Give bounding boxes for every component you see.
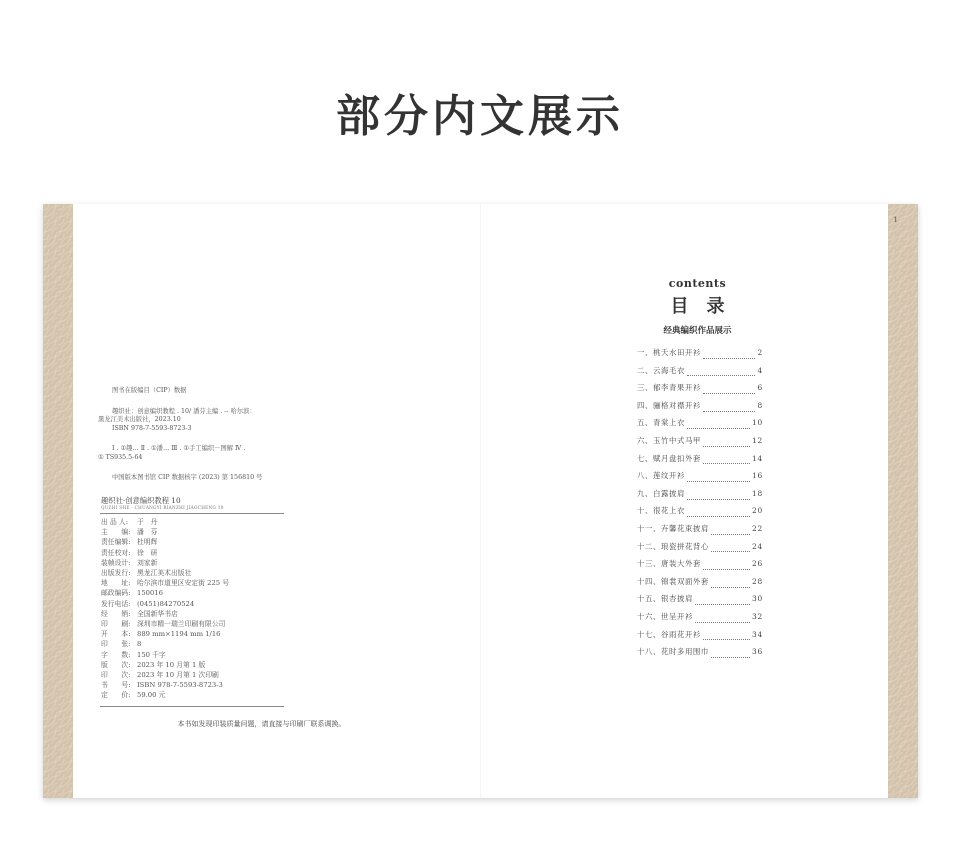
toc-item-page: 6 [757, 383, 763, 393]
toc-item-page: 4 [757, 365, 763, 375]
spec-label: 邮政编码: [101, 589, 131, 598]
toc-item-title: 十二、琅瓷拼花背心 [637, 541, 709, 551]
toc-item-page: 8 [757, 400, 763, 410]
quality-notice: 本书如发现印装质量问题，请直接与印刷厂联系调换。 [177, 720, 346, 728]
toc-item-page: 26 [751, 559, 763, 569]
spec-row [101, 650, 229, 660]
spec-value: 2023 年 10 月第 1 版 [137, 660, 206, 669]
spec-value: 889 mm×1194 mm 1/16 [137, 630, 221, 639]
toc-item-title: 十三、唐装大外套 [637, 559, 701, 569]
toc-leader-dots [703, 357, 756, 359]
spec-row [101, 568, 229, 578]
toc-item-title: 二、云海毛衣 [637, 365, 685, 375]
spec-value: (0451)84270524 [137, 599, 195, 608]
cip-block [98, 387, 298, 483]
spec-value: 潘 芬 [137, 528, 158, 537]
toc-item-title: 十一、卉馨花束披肩 [637, 523, 709, 533]
spec-label: 印 张: [101, 640, 131, 649]
toc-item-title: 十六、世呈开衫 [637, 611, 693, 621]
divider-bottom [100, 706, 284, 707]
toc-item [637, 611, 763, 629]
spec-row [101, 578, 229, 588]
toc-leader-dots [711, 656, 750, 658]
spec-value: 150016 [137, 589, 163, 598]
spec-label: 装帧设计: [101, 558, 131, 567]
cip-classification-line2: ① TS935.5-64 [98, 453, 143, 461]
spec-label: 印 刷: [101, 620, 131, 629]
toc-item-title: 一、桃夭水田开衫 [637, 348, 701, 357]
toc-item [637, 453, 763, 471]
toc-item-page: 20 [751, 506, 763, 516]
spec-label: 出版发行: [101, 569, 131, 578]
book-title: 趣织社·创意编织教程 10 [101, 496, 181, 505]
spec-value: 全国新华书店 [137, 609, 178, 618]
toc-section-heading: 经典编织作品展示 [663, 326, 732, 336]
book-title-pinyin: QUZHI SHE · CHUANGYI BIANZHI JIAOCHENG 10 [101, 505, 224, 510]
spec-value: 2023 年 10 月第 1 次印刷 [137, 671, 219, 680]
toc-item-page: 10 [751, 418, 763, 428]
toc-item-title: 三、郁李青果开衫 [637, 383, 701, 393]
spec-value: ISBN 978-7-5593-8723-3 [137, 681, 223, 690]
toc-item [637, 382, 763, 400]
spec-row [101, 588, 229, 598]
toc-leader-dots [703, 445, 750, 447]
spec-label: 版 次: [101, 660, 131, 669]
spec-value: 杜明辉 [137, 538, 158, 547]
toc-item-title: 十五、银杏披肩 [637, 594, 693, 604]
toc-item [637, 400, 763, 418]
spec-value: 59.00 元 [137, 691, 166, 700]
spec-label: 出 品 人: [101, 518, 129, 526]
spec-value: 8 [137, 640, 142, 649]
toc-item [637, 593, 763, 611]
toc-leader-dots [703, 392, 756, 394]
toc-leader-dots [695, 603, 750, 605]
table-of-contents [637, 347, 763, 664]
spec-value: 徐 研 [137, 548, 158, 557]
page-title: 部分内文展示 [336, 91, 624, 142]
spec-value: 黑龙江美术出版社 [137, 569, 192, 578]
toc-item-title: 八、莲纹开衫 [637, 471, 685, 481]
spec-label: 主 编: [101, 528, 131, 537]
spec-label: 责任编辑: [101, 538, 131, 547]
book-gutter [480, 204, 481, 798]
spec-row [101, 680, 229, 690]
cip-isbn: ISBN 978-7-5593-8723-3 [112, 424, 192, 432]
toc-leader-dots [687, 374, 756, 376]
cip-entry-line1: 趣织社：创意编织教程 . 10/ 潘芬主编 . -- 哈尔滨： [112, 407, 256, 415]
toc-item [637, 347, 763, 365]
toc-item [637, 629, 763, 647]
toc-leader-dots [695, 621, 750, 623]
toc-leader-dots [687, 427, 750, 429]
toc-leader-dots [703, 568, 750, 570]
spec-label: 地 址: [101, 579, 131, 588]
page-number: 1 [893, 216, 898, 224]
toc-item-page: 2 [757, 348, 763, 357]
toc-leader-dots [703, 462, 750, 464]
spec-row [101, 548, 229, 558]
toc-item-page: 22 [751, 523, 763, 533]
spec-value: 于 丹 [137, 518, 158, 526]
toc-item [637, 505, 763, 523]
toc-item-page: 16 [751, 471, 763, 481]
decorative-band-left [43, 204, 73, 798]
toc-item-page: 30 [751, 594, 763, 604]
toc-item-page: 12 [751, 435, 763, 445]
toc-item [637, 523, 763, 541]
spec-row [101, 660, 229, 670]
toc-item-page: 36 [751, 647, 763, 657]
cip-heading: 图书在版编目（CIP）数据 [112, 387, 187, 394]
spec-row [101, 599, 229, 609]
spec-row [101, 670, 229, 680]
book-spread [43, 204, 918, 798]
spec-value: 刘家新 [137, 558, 158, 567]
spec-row [101, 537, 229, 547]
toc-leader-dots [711, 550, 750, 552]
spec-row [101, 619, 229, 629]
spec-row [101, 639, 229, 649]
toc-item [637, 470, 763, 488]
toc-item-title: 十七、谷雨花开衫 [637, 629, 701, 639]
toc-item-title: 四、骊格对襟开衫 [637, 400, 701, 410]
toc-item-page: 24 [751, 541, 763, 551]
toc-item-title: 五、青棠上衣 [637, 418, 685, 428]
toc-item-title: 十四、锦裳双面外套 [637, 576, 709, 586]
cip-number: 中国版本图书馆 CIP 数据核字 (2023) 第 156810 号 [112, 474, 263, 481]
cip-entry-line2: 黑龙江美术出版社，2023.10 [98, 416, 181, 423]
cip-classification-line1: Ⅰ . ①趣… Ⅱ . ①潘… Ⅲ . ①手工编织－图解 Ⅳ . [112, 445, 246, 452]
toc-item-title: 六、玉竹中式马甲 [637, 435, 701, 445]
contents-heading-cn: 目录 [670, 296, 743, 317]
toc-item [637, 417, 763, 435]
toc-item [637, 576, 763, 594]
spec-row [101, 609, 229, 619]
toc-item [637, 541, 763, 559]
toc-item-page: 28 [751, 576, 763, 586]
spec-label: 书 号: [101, 681, 131, 690]
toc-item-title: 九、白露披肩 [637, 488, 685, 498]
toc-leader-dots [687, 498, 750, 500]
toc-item-title: 七、赋月盘扣外套 [637, 453, 701, 463]
toc-item-page: 18 [751, 488, 763, 498]
toc-leader-dots [711, 586, 750, 588]
toc-item-page: 14 [751, 453, 763, 463]
toc-item [637, 435, 763, 453]
spec-value: 深圳市精一瑞兰印刷有限公司 [137, 620, 226, 629]
spec-row [101, 517, 229, 527]
spec-row [101, 690, 229, 700]
spec-label: 定 价: [101, 691, 131, 700]
toc-leader-dots [703, 638, 750, 640]
toc-item [637, 558, 763, 576]
contents-heading-en: contents [668, 277, 727, 290]
toc-item [637, 365, 763, 383]
spec-label: 经 销: [101, 609, 131, 618]
decorative-band-right [888, 204, 918, 798]
toc-item [637, 646, 763, 664]
toc-leader-dots [687, 515, 750, 517]
publication-specs [101, 517, 229, 701]
spec-label: 字 数: [101, 650, 131, 659]
spec-value: 哈尔滨市道里区安定街 225 号 [137, 579, 230, 588]
spec-label: 发行电话: [101, 599, 131, 608]
toc-item [637, 488, 763, 506]
toc-item-title: 十八、花时多用围巾 [637, 647, 709, 657]
spec-row [101, 527, 229, 537]
toc-leader-dots [703, 410, 756, 412]
spec-label: 开 本: [101, 630, 131, 639]
divider-top [100, 513, 284, 514]
toc-item-page: 34 [751, 629, 763, 639]
spec-row [101, 629, 229, 639]
toc-item-page: 32 [751, 611, 763, 621]
spec-value: 150 千字 [137, 650, 166, 659]
spec-label: 印 次: [101, 671, 131, 680]
toc-leader-dots [711, 533, 750, 535]
toc-leader-dots [687, 480, 750, 482]
spec-label: 责任校对: [101, 548, 131, 557]
toc-item-title: 十、很花上衣 [637, 506, 685, 516]
spec-row [101, 558, 229, 568]
